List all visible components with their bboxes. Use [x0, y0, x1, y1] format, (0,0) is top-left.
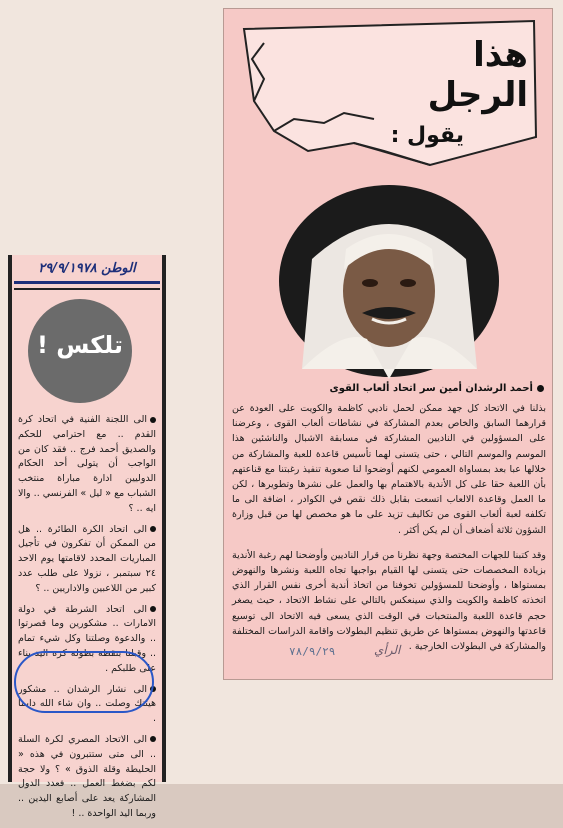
column-body	[18, 413, 156, 828]
headline-title: هذا الرجل	[427, 35, 528, 115]
article-paragraph: بذلنا في الاتحاد كل جهد ممكن لحمل ناديي كاظمة والكويت على العودة عن قرارهما السابق والخاص بعدم المشاركة في نشاطات ألعاب القوى ، وعرضنا على المسؤولين في الناديين المشاركة في مسابقة الاشبال والناشئين هذا الموسم والموسم التالي ، حتى يتسنى لهما تأسيس قاعدة للعبة والمشاركة من خلالها عبا بعد بمساواة العمومي لكنهم أوضحوا لنا صعوبة تنفيذ رغبتنا مع قناعتهم بأن اللعبة حقا على كل الأندية بالاهتمام بها والعمل على نشرها وتطويرها ، لكن ما العمل وقاعدة الالعاب اتسعت بقابل ذلك نقص في الكوادر ، اضافة الى ما تكلفه لعبة ألعاب القوى من تكاليف تزيد على ما هو مخصص لها من قبل وزارة الشؤون ثلاثة أضعاف أن لم يكن أكثر .	[232, 403, 546, 536]
pen-highlight-circle	[14, 651, 154, 713]
handwritten-date: الوطن ٢٩/٩/١٩٧٨	[38, 261, 136, 276]
photo-caption: أحمد الرشدان أمين سر اتحاد ألعاب القوى	[234, 383, 544, 394]
headline-subtitle: يقول :	[390, 123, 464, 148]
main-article-clipping	[223, 8, 553, 680]
handwritten-source: الرأي	[374, 643, 401, 657]
bullet-icon	[150, 526, 156, 532]
date-stamp: ٧٨/٩/٢٩	[289, 645, 336, 658]
column-item: الى اللجنة الفنية في اتحاد كرة القدم .. مع احترامي للحكم والصديق أحمد فرج .. فقد كان من الواجب أن يتولى أحد الحكام الدوليين ادارة مباراة منتخب الشباب مع « ليل » الفرنسي .. والا ايه .. ؟	[18, 414, 156, 514]
portrait-photo	[272, 179, 506, 379]
column-item: الى اتحاد الشرطة في دولة الامارات .. مشكورين وما قصرتوا .. والدعوة وصلتنا وكل شيء تمام .. وقبلنا بنقطة بطولة كرة اليد بناء على طلبكم .	[18, 603, 156, 674]
article-body	[232, 401, 546, 664]
column-title: تلكس !	[37, 331, 123, 359]
column-item: الى اتحاد الكرة الطائرة .. هل من الممكن أن تفكرون في تأجيل المباريات المحدد لاقامتها يوم الاحد ٢٤ سبتمبر ، نزولا على طلب عدد كبير من اللاعبين والاداريين .. ؟	[18, 523, 156, 594]
bullet-icon	[150, 736, 156, 742]
bullet-icon	[150, 606, 156, 612]
headline-graphic	[234, 19, 544, 174]
divider	[14, 288, 160, 290]
column-item: الى نشار الرشدان .. مشكور هيئتك وصلت .. وان شاء الله دايما .	[18, 683, 156, 725]
article-paragraph: وقد كتبنا للجهات المختصة وجهة نظرنا من قرار الناديين وأوضحنا لهم رغبة الأندية بزيادة المخصصات حتى يتسنى لها القيام بواجبها تجاه اللعبة ونشرها والنهوض بمستواها ، وأوضحنا للمسؤولين تخوفنا من اتخاذ أندية أخرى نفس القرار الذي اتخذته كاظمة والكويت والذي سينعكس بالتالي على نشاط الاتحاد ، حيث يصغر حجم قاعدة اللعبة والمنتخبات في الوقت الذي يسعى فيه الاتحاد الى توسيع قاعدتها والنهوض بمستواها عن طريق تنظيم البطولات واقامة الدراسات المختلفة والمشاركة في البطولات الخارجية .	[232, 549, 546, 653]
date-underline	[14, 281, 160, 284]
column-item: الى الاتحاد المصري لكرة السلة .. الى متى ستتبرون في هذه « الحليطة وقلة الذوق » ؟ ولا حجة لكم بضغط العمل .. فعدد الدول المشاركة يعد على أصابع اليدين .. وربما اليد الواحدة .. !	[18, 733, 156, 819]
bullet-icon	[537, 385, 544, 392]
bullet-icon	[150, 417, 156, 423]
telex-column-clipping	[8, 255, 166, 819]
